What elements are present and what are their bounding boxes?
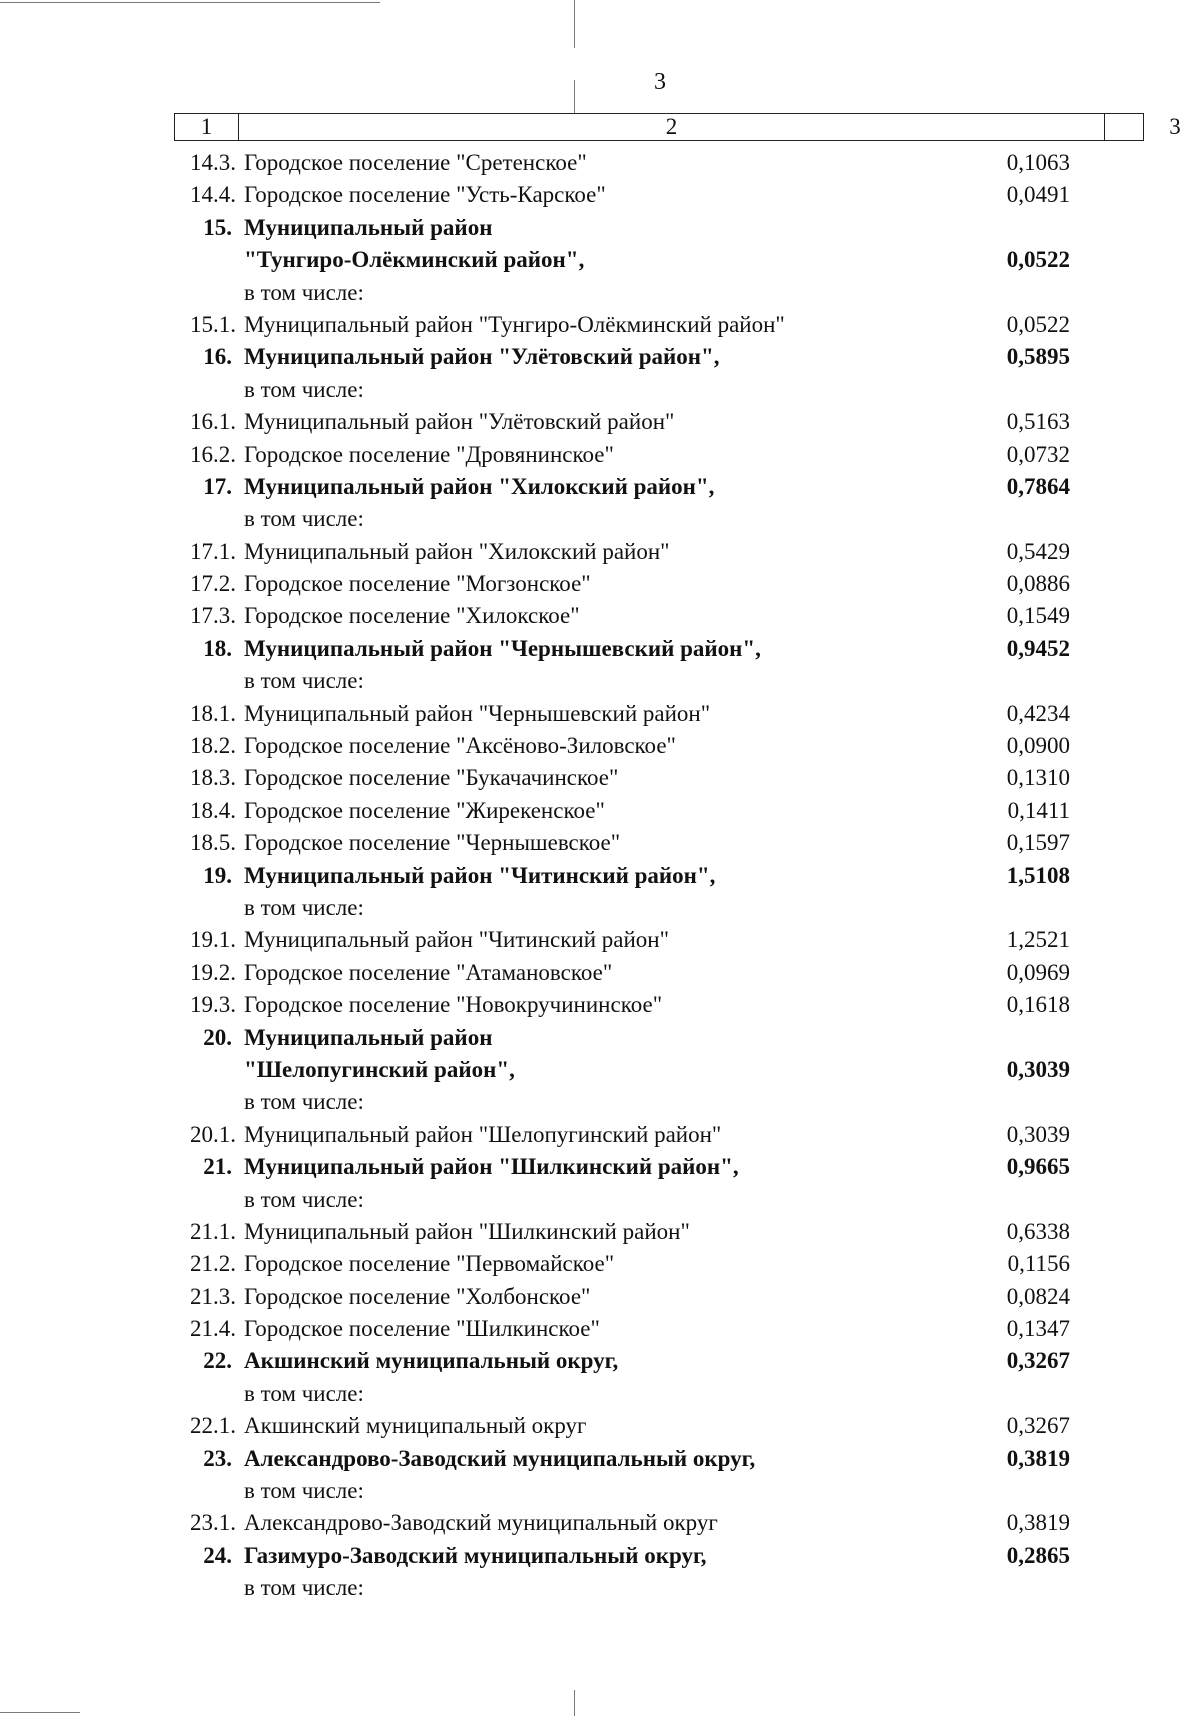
row-number: 19.1. [190, 927, 236, 953]
table-row [0, 568, 1200, 600]
table-row [0, 795, 1200, 827]
row-number: 18. [203, 635, 232, 661]
table-row [0, 1475, 1200, 1507]
column-header-number: 1 [175, 114, 239, 140]
row-value: 0,3039 [1006, 1121, 1070, 1147]
row-value: 0,0886 [1006, 571, 1070, 597]
row-value: 0,1347 [1006, 1316, 1070, 1342]
row-value: 0,0969 [1006, 959, 1070, 985]
row-number: 21. [203, 1154, 232, 1180]
table-row [0, 1216, 1200, 1248]
table-row [0, 503, 1200, 535]
table-row [0, 439, 1200, 471]
row-label: "Тунгиро-Олёкминский район", [244, 247, 585, 273]
row-number: 16. [203, 344, 232, 370]
row-label: в том числе: [244, 279, 364, 305]
row-label: Муниципальный район "Хилокский район", [244, 473, 715, 499]
row-label: Городское поселение "Дровянинское" [244, 441, 614, 467]
row-value: 0,5163 [1006, 409, 1070, 435]
table-row [0, 1119, 1200, 1151]
row-number: 15.1. [190, 311, 236, 337]
row-value: 0,9665 [1006, 1154, 1070, 1180]
row-label: Муниципальный район "Чернышевский район", [244, 635, 761, 661]
table-row [0, 1540, 1200, 1572]
row-number: 19.3. [190, 992, 236, 1018]
table-row [0, 1281, 1200, 1313]
row-label: в том числе: [244, 1575, 364, 1601]
row-label: в том числе: [244, 506, 364, 532]
row-number: 18.1. [190, 700, 236, 726]
row-label: Акшинский муниципальный округ [244, 1413, 587, 1439]
row-value: 0,1597 [1006, 830, 1070, 856]
row-value: 1,5108 [1006, 862, 1070, 888]
row-value: 0,1063 [1006, 150, 1070, 175]
row-label: Муниципальный район "Хилокский район" [244, 538, 670, 564]
table-row [0, 374, 1200, 406]
row-number: 22.1. [190, 1413, 236, 1439]
row-number: 17. [203, 473, 232, 499]
table-row [0, 1507, 1200, 1539]
row-label: Муниципальный район "Читинский район" [244, 927, 669, 953]
row-number: 17.2. [190, 571, 236, 597]
row-label: Городское поселение "Сретенское" [244, 150, 587, 175]
row-label: Александрово-Заводский муниципальный округ, [244, 1445, 756, 1471]
column-header-name: 2 [239, 114, 1105, 140]
page-number: 3 [654, 69, 666, 95]
table-row [0, 1313, 1200, 1345]
row-label: Городское поселение "Первомайское" [244, 1251, 615, 1277]
scan-fold-line [574, 1690, 575, 1716]
table-row [0, 471, 1200, 503]
table-row [0, 341, 1200, 373]
row-label: Городское поселение "Новокручининское" [244, 992, 663, 1018]
table-row [0, 1151, 1200, 1183]
table-row [0, 1022, 1200, 1054]
row-value: 0,0900 [1006, 733, 1070, 759]
row-label: Муниципальный район [244, 1024, 493, 1050]
table-row [0, 1184, 1200, 1216]
scan-edge-line [0, 2, 380, 3]
row-label: Городское поселение "Холбонское" [244, 1283, 591, 1309]
table-row [0, 1086, 1200, 1118]
table-row [0, 1410, 1200, 1442]
table-row [0, 536, 1200, 568]
row-value: 0,3819 [1006, 1510, 1070, 1536]
row-number: 21.1. [190, 1218, 236, 1244]
row-value: 0,5429 [1006, 538, 1070, 564]
row-value: 0,6338 [1006, 1218, 1070, 1244]
table-row [0, 244, 1200, 276]
table-row [0, 762, 1200, 794]
row-label: Муниципальный район "Тунгиро-Олёкминский район" [244, 311, 785, 337]
row-label: в том числе: [244, 376, 364, 402]
row-label: Муниципальный район "Шилкинский район", [244, 1154, 739, 1180]
row-number: 17.3. [190, 603, 236, 629]
row-number: 16.2. [190, 441, 236, 467]
row-number: 14.3. [190, 150, 236, 175]
row-label: Муниципальный район "Шилкинский район" [244, 1218, 690, 1244]
row-label: Городское поселение "Атамановское" [244, 959, 613, 985]
table-row [0, 1572, 1200, 1604]
scan-fold-line [574, 0, 575, 48]
row-value: 0,3819 [1006, 1445, 1070, 1471]
table-body [0, 147, 1200, 1605]
row-number: 21.3. [190, 1283, 236, 1309]
row-number: 18.4. [190, 797, 236, 823]
row-value: 0,7864 [1006, 473, 1070, 499]
row-value: 0,0491 [1006, 182, 1070, 208]
table-row [0, 924, 1200, 956]
row-label: Городское поселение "Чернышевское" [244, 830, 621, 856]
row-value: 0,3267 [1006, 1413, 1070, 1439]
table-row [0, 406, 1200, 438]
table-row [0, 1345, 1200, 1377]
scan-edge-line [0, 1712, 80, 1713]
table-row [0, 698, 1200, 730]
row-value: 0,0824 [1006, 1283, 1070, 1309]
row-label: в том числе: [244, 1380, 364, 1406]
row-value: 0,1411 [1007, 797, 1070, 823]
row-label: Муниципальный район "Улётовский район" [244, 409, 675, 435]
row-label: Городское поселение "Жирекенское" [244, 797, 605, 823]
row-number: 23. [203, 1445, 232, 1471]
row-label: в том числе: [244, 1478, 364, 1504]
row-label: "Шелопугинский район", [244, 1056, 515, 1082]
row-number: 20. [203, 1024, 232, 1050]
scan-fold-line [574, 80, 575, 114]
table-row [0, 1054, 1200, 1086]
row-value: 0,1618 [1006, 992, 1070, 1018]
row-value: 0,1156 [1007, 1251, 1070, 1277]
row-number: 22. [203, 1348, 232, 1374]
row-value: 0,0522 [1006, 311, 1070, 337]
table-row [0, 730, 1200, 762]
table-row [0, 892, 1200, 924]
row-label: Муниципальный район "Шелопугинский район" [244, 1121, 722, 1147]
row-value: 0,4234 [1006, 700, 1070, 726]
row-number: 21.2. [190, 1251, 236, 1277]
row-number: 14.4. [190, 182, 236, 208]
row-number: 19.2. [190, 959, 236, 985]
row-number: 20.1. [190, 1121, 236, 1147]
table-row [0, 860, 1200, 892]
row-label: Александрово-Заводский муниципальный округ [244, 1510, 718, 1536]
row-label: в том числе: [244, 668, 364, 694]
table-row [0, 957, 1200, 989]
row-number: 24. [203, 1542, 232, 1568]
row-label: Акшинский муниципальный округ, [244, 1348, 619, 1374]
row-value: 0,1549 [1006, 603, 1070, 629]
row-label: Городское поселение "Букачачинское" [244, 765, 619, 791]
table-row [0, 827, 1200, 859]
row-label: Муниципальный район "Улётовский район", [244, 344, 720, 370]
table-row [0, 1443, 1200, 1475]
row-number: 18.2. [190, 733, 236, 759]
row-label: Городское поселение "Усть-Карское" [244, 182, 606, 208]
row-value: 0,3039 [1006, 1056, 1070, 1082]
table-row [0, 179, 1200, 211]
row-number: 15. [203, 214, 232, 240]
row-number: 16.1. [190, 409, 236, 435]
row-label: Городское поселение "Могзонское" [244, 571, 591, 597]
row-value: 0,0732 [1006, 441, 1070, 467]
row-number: 18.3. [190, 765, 236, 791]
row-number: 23.1. [190, 1510, 236, 1536]
row-value: 1,2521 [1006, 927, 1070, 953]
row-number: 17.1. [190, 538, 236, 564]
row-value: 0,0522 [1006, 247, 1070, 273]
row-value: 0,2865 [1006, 1542, 1070, 1568]
table-row [0, 147, 1200, 179]
table-row [0, 633, 1200, 665]
table-row [0, 665, 1200, 697]
row-number: 18.5. [190, 830, 236, 856]
row-label: Муниципальный район "Чернышевский район" [244, 700, 711, 726]
row-label: Городское поселение "Хилокское" [244, 603, 580, 629]
row-label: Газимуро-Заводский муниципальный округ, [244, 1542, 707, 1568]
table-row [0, 212, 1200, 244]
column-header-value: 3 [1169, 114, 1181, 139]
row-value: 0,3267 [1006, 1348, 1070, 1374]
table-header-row [174, 113, 1181, 141]
row-label: Муниципальный район "Читинский район", [244, 862, 716, 888]
row-label: в том числе: [244, 1089, 364, 1115]
table-row [0, 309, 1200, 341]
row-number: 19. [203, 862, 232, 888]
table-row [0, 1378, 1200, 1410]
row-value: 0,9452 [1006, 635, 1070, 661]
row-label: Городское поселение "Шилкинское" [244, 1316, 600, 1342]
table-row [0, 277, 1200, 309]
table-row [0, 989, 1200, 1021]
row-number: 21.4. [190, 1316, 236, 1342]
row-label: в том числе: [244, 1186, 364, 1212]
row-label: Муниципальный район [244, 214, 493, 240]
row-label: в том числе: [244, 894, 364, 920]
table-row [0, 600, 1200, 632]
row-value: 0,1310 [1006, 765, 1070, 791]
table-row [0, 1248, 1200, 1280]
row-value: 0,5895 [1006, 344, 1070, 370]
row-label: Городское поселение "Аксёново-Зиловское" [244, 733, 676, 759]
